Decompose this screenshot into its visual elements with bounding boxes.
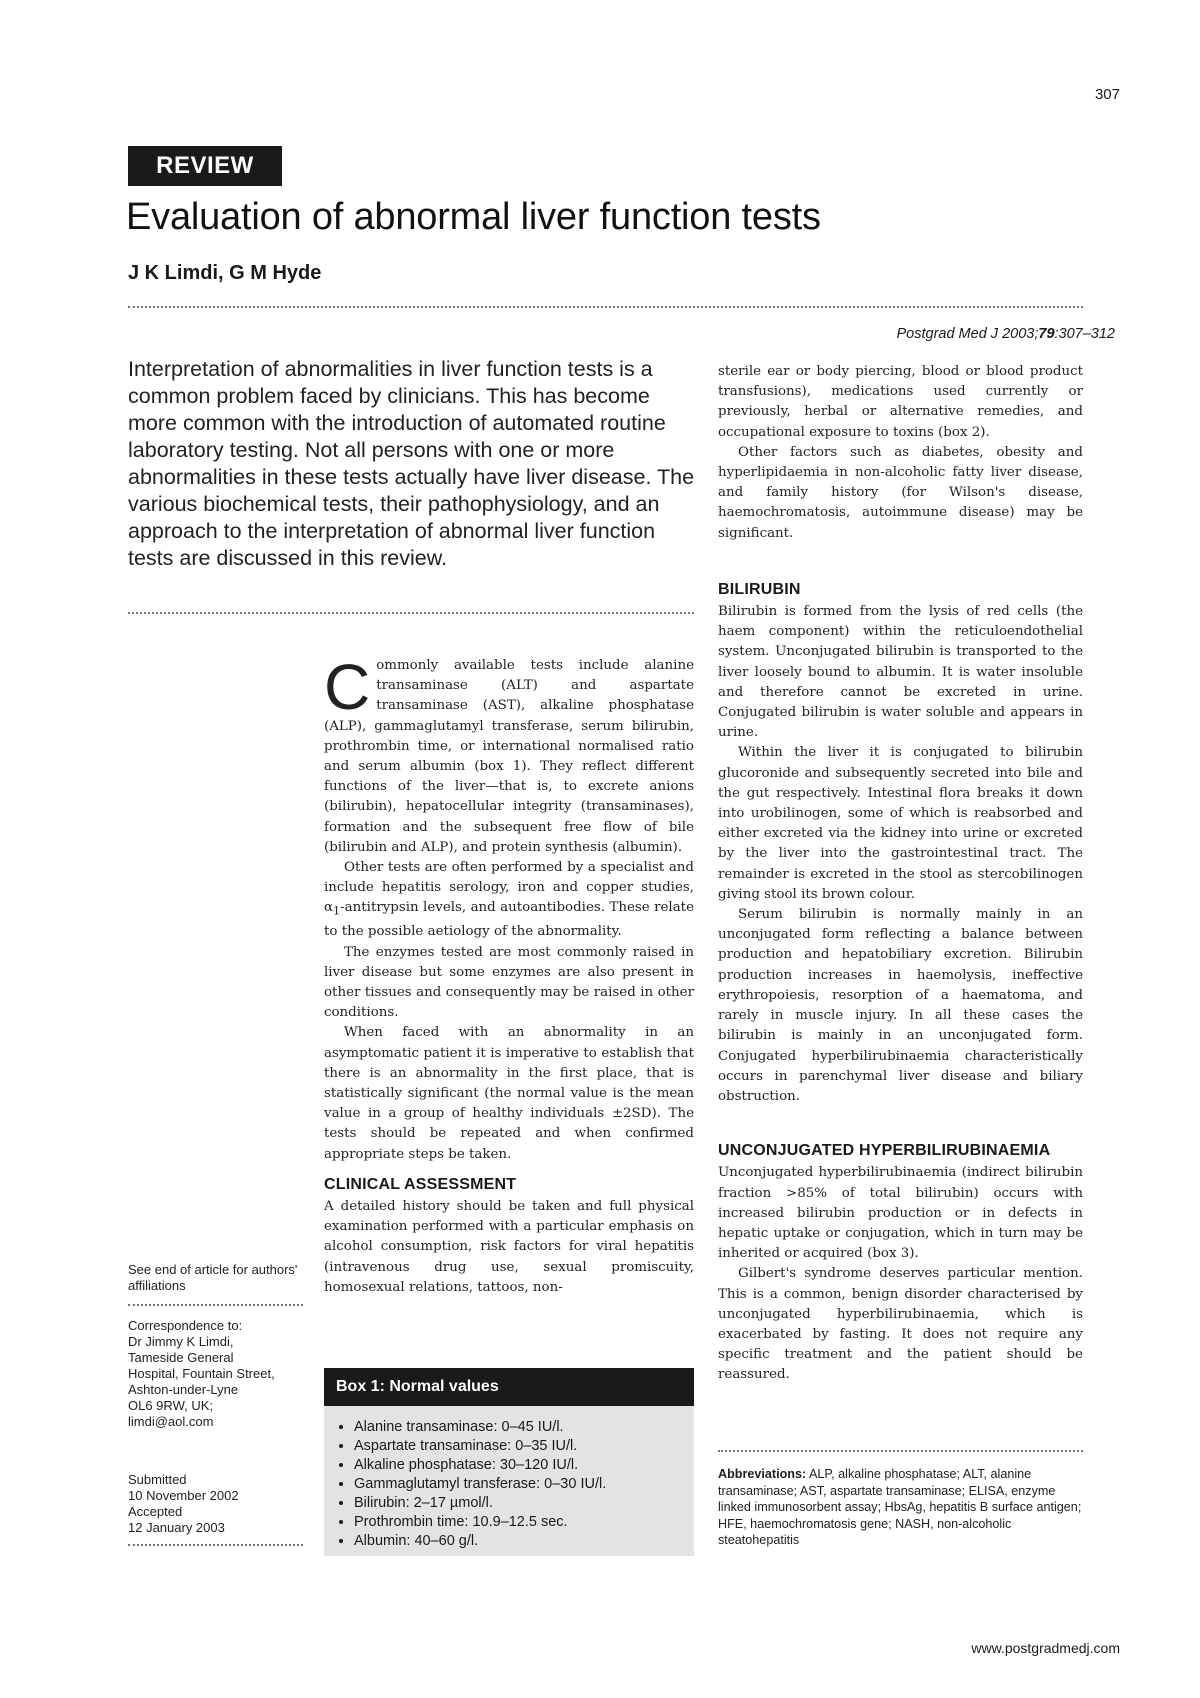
section-heading-clinical: CLINICAL ASSESSMENT xyxy=(324,1175,517,1193)
drop-cap: C xyxy=(324,651,371,723)
journal-citation xyxy=(760,326,1115,342)
list-item: • Albumin: 40–60 g/l. xyxy=(354,1532,682,1551)
article-title: Evaluation of abnormal liver function tests xyxy=(126,196,821,238)
paragraph: The enzymes tested are most commonly raised in liver disease but some enzymes are also present in other tissues and consequently may be raised in other conditions. xyxy=(324,944,694,1021)
list-item: • Prothrombin time: 10.9–12.5 sec. xyxy=(354,1513,682,1532)
paragraph xyxy=(324,858,694,942)
section-heading-unconjugated: UNCONJUGATED HYPERBILIRUBINAEMIA xyxy=(718,1142,1051,1160)
body-column-middle xyxy=(324,651,694,1298)
dates xyxy=(128,1472,303,1536)
sidebar-divider-1 xyxy=(128,1304,303,1306)
abbreviations-label: Abbreviations: xyxy=(718,1467,807,1481)
submitted-label: Submitted xyxy=(128,1472,187,1487)
paragraph: Serum bilirubin is normally mainly in an unconjugated form reflecting a balance between production and hepatobiliary excretion. Bilirubin production increases in haemolysis, ineffective erythropoiesis, resorption of a haematoma, and rarely in muscle injury. In all these cases the bilirubin is mainly in an unconjugated form. Conjugated hyperbilirubinaemia characteristically occurs in parenchymal liver disease and biliary obstruction. xyxy=(718,907,1083,1104)
paragraph: Within the liver it is conjugated to bilirubin glucoronide and subsequently secreted into bile and the gut respectively. Intestinal flora breaks it down into urobilinogen, some of which is reabsorbed and either excreted via the kidney into urine or excreted by the liver into the gastrointestinal tract. The remainder is excreted in the stool as stercobilinogen giving stool its brown colour. xyxy=(718,745,1083,902)
correspondence-email: limdi@aol.com xyxy=(128,1414,214,1429)
page-number: 307 xyxy=(1094,86,1120,103)
list-item: • Alanine transaminase: 0–45 IU/l. xyxy=(354,1418,682,1437)
paragraph: sterile ear or body piercing, blood or blood product transfusions), medications used currently or previously, herbal or alternative remedies, and occupational exposure to toxins (box 2). xyxy=(718,364,1083,440)
paragraph-text: -antitrypsin levels, and autoantibodies. These relate to the possible aetiology of the abnormality. xyxy=(324,900,694,940)
journal-url: www.postgradmedj.com xyxy=(971,1640,1120,1656)
header-divider xyxy=(128,306,1083,308)
correspondence xyxy=(128,1318,303,1430)
section-heading-bilirubin: BILIRUBIN xyxy=(718,580,801,598)
abbreviations xyxy=(718,1466,1088,1549)
correspondence-name: Dr Jimmy K Limdi, xyxy=(128,1334,234,1349)
box1-body xyxy=(324,1406,694,1556)
accepted-date: 12 January 2003 xyxy=(128,1520,225,1535)
paragraph: When faced with an abnormality in an asymptomatic patient it is imperative to establish that there is an abnormality in the first place, that is statistically significant (the normal value is the mean value in a group of healthy individuals ±2SD). The tests should be repeated and when confirmed appropriate steps be taken. xyxy=(324,1025,694,1162)
abstract-divider xyxy=(128,612,694,614)
address-line: OL6 9RW, UK; xyxy=(128,1398,214,1413)
sidebar-divider-2 xyxy=(128,1544,303,1546)
normal-values-list xyxy=(336,1418,682,1551)
intro-text: ommonly available tests include alanine transaminase (ALT) and aspartate transaminase (AST), alkaline phosphatase (ALP), gammaglutamyl transferase, serum bilirubin, prothrombin time, or international normalised ratio and serum albumin (box 1). They reflect different functions of the liver—that is, to excrete anions (bilirubin), hepatocellular integrity (transaminases), formation and the subsequent free flow of bile (bilirubin and ALP), and protein synthesis (albumin). xyxy=(324,658,694,855)
body-column-right xyxy=(718,362,1083,1386)
list-item: • Aspartate transaminase: 0–35 IU/l. xyxy=(354,1437,682,1456)
citation-pages: :307–312 xyxy=(1054,326,1115,342)
paragraph: Unconjugated hyperbilirubinaemia (indirect bilirubin fraction >85% of total bilirubin) occurs with increased bilirubin production or in defects in hepatic uptake or conjugation, which in turn may be inherited or acquired (box 3). xyxy=(718,1165,1083,1262)
address-line: Tameside General xyxy=(128,1350,234,1365)
subscript: 1 xyxy=(333,905,341,919)
citation-year: 2003; xyxy=(998,326,1039,342)
paragraph: Gilbert's syndrome deserves particular mention. This is a common, benign disorder characterised by unconjugated hyperbilirubinaemia, which is exacerbated by fasting. It does not require any specific treatment and the patient should be reassured. xyxy=(718,1266,1083,1383)
citation-journal: Postgrad Med J xyxy=(896,326,999,342)
list-item: • Gammaglutamyl transferase: 0–30 IU/l. xyxy=(354,1475,682,1494)
abbreviations-text: ALP, alkaline phosphatase; ALT, alanine transaminase; AST, aspartate transaminase; ELISA, enzyme linked immunosorbent assay; HbsAg, hepatitis B surface antigen; HFE, haemochromatosis gene; NASH, non-alcoholic steatohepatitis xyxy=(718,1467,1082,1548)
list-item: • Alkaline phosphatase: 30–120 IU/l. xyxy=(354,1456,682,1475)
address-line: Hospital, Fountain Street, xyxy=(128,1366,275,1381)
paragraph: Bilirubin is formed from the lysis of red cells (the haem component) within the reticuloendothelial system. Unconjugated bilirubin is transported to the liver loosely bound to albumin. It is water insoluble and therefore cannot be excreted in urine. Conjugated bilirubin is water soluble and appears in urine. xyxy=(718,604,1083,741)
accepted-label: Accepted xyxy=(128,1504,183,1519)
submitted-date: 10 November 2002 xyxy=(128,1488,239,1503)
correspondence-label: Correspondence to: xyxy=(128,1318,243,1333)
abstract: Interpretation of abnormalities in liver function tests is a common problem faced by clinicians. This has become more common with the introduction of automated routine laboratory testing. Not all persons with one or more abnormalities in these tests actually have liver disease. The various biochemical tests, their pathophysiology, and an approach to the interpretation of abnormal liver function tests are discussed in this review. xyxy=(128,357,695,570)
intro-paragraph xyxy=(324,651,694,858)
section-tag: REVIEW xyxy=(128,146,282,186)
abbreviations-divider xyxy=(718,1450,1083,1452)
affiliation-note: See end of article for authors' affiliations xyxy=(128,1262,298,1293)
paragraph: Other factors such as diabetes, obesity and hyperlipidaemia in non-alcoholic fatty liver disease, and family history (for Wilson's disease, haemochromatosis, autoimmune disease) may be significant. xyxy=(718,444,1083,541)
address-line: Ashton-under-Lyne xyxy=(128,1382,239,1397)
citation-volume: 79 xyxy=(1038,326,1055,342)
paragraph: A detailed history should be taken and full physical examination performed with a particular emphasis on alcohol consumption, risk factors for viral hepatitis (intravenous drug use, sexual promiscuity, homosexual relations, tattoos, non- xyxy=(324,1198,694,1295)
article-authors: J K Limdi, G M Hyde xyxy=(128,262,322,284)
box1-heading: Box 1: Normal values xyxy=(324,1368,694,1406)
list-item: • Bilirubin: 2–17 µmol/l. xyxy=(354,1494,682,1513)
paragraph-text: Other tests are often performed by a specialist and include hepatitis serology, iron and copper studies, α xyxy=(324,860,694,916)
